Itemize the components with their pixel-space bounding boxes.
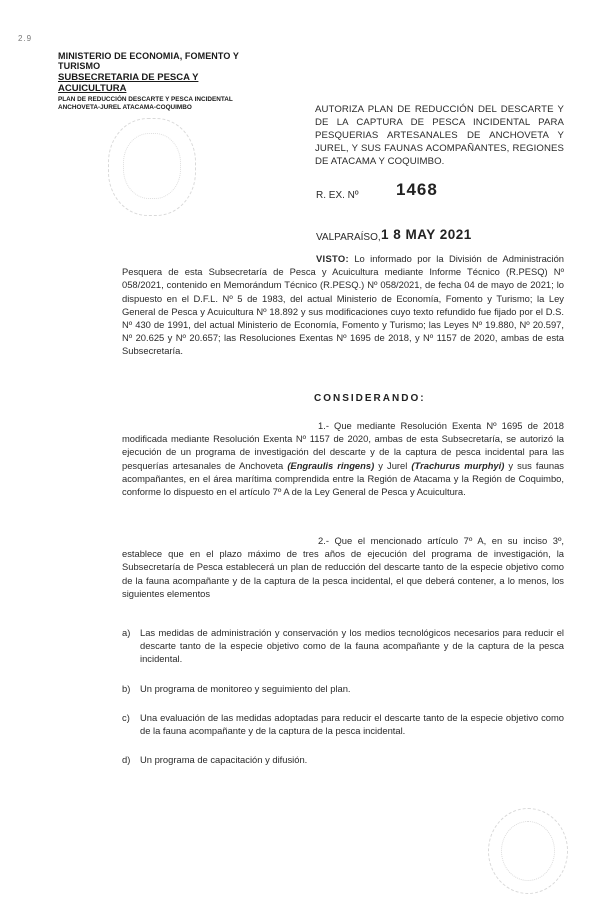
considerando-2 xyxy=(122,534,564,600)
visto-text: Lo informado por la División de Administración Pesquera de esta Subsecretaría de Pesca y Acuicultura mediante Informe Técnico (R.PESQ) Nº 058/2021, contenido en Memorándum Técnico (R.PESQ.) Nº 058/2021, de fecha 04 de mayo de 2021; lo dispuesto en el D.F.L. Nº 5 de 1983, del actual Ministerio de Economía, Fomento y Turismo; la Ley General de Pesca y Acuicultura Nº 18.892 y sus modificaciones cuyo texto refundido fue fijado por el D.S. Nº 430 de 1991, del actual Ministerio de Economía, Fomento y Turismo; las Leyes Nº 19.880, Nº 20.597, Nº 20.625 y Nº 20.657; las Resoluciones Exentas Nº 1695 de 2018, y Nº 1157 de 2020, ambas de esta Subsecretaría. xyxy=(122,253,564,357)
item-letter: d) xyxy=(122,754,131,766)
considerando-heading: CONSIDERANDO: xyxy=(314,393,426,404)
species-jurel: (Trachurus murphyi) xyxy=(411,459,505,471)
corner-mark: 2.9 xyxy=(18,34,33,43)
visto-label: VISTO: xyxy=(316,253,349,264)
item-text: Una evaluación de las medidas adoptadas para reducir el descarte tanto de la especie objetivo como de la fauna acompañante y de la captura de la pesca incidental. xyxy=(140,711,564,737)
c1-text-b: y Jurel xyxy=(374,459,412,471)
c1-text-a: 1.- Que mediante Resolución Exenta Nº 1695 de 2018 modificada mediante Resolución Exenta Nº 1157 de 2020, ambas de esta Subsecretaría, se autorizó la ejecución de un programa de investigación del descarte y de la captura de pesca incidental para las pesquerías artesanales de Anchoveta xyxy=(122,420,564,471)
considerando-1 xyxy=(122,419,564,498)
list-item xyxy=(122,711,564,737)
visto-paragraph xyxy=(122,252,564,358)
faded-seal-stamp xyxy=(108,118,196,216)
item-text: Un programa de capacitación y difusión. xyxy=(140,754,308,766)
resolution-date: 1 8 MAY 2021 xyxy=(381,227,472,242)
item-letter: c) xyxy=(122,711,130,723)
list-item xyxy=(122,753,564,766)
plan-line-1: PLAN DE REDUCCIÓN DESCARTE Y PESCA INCIDENTAL xyxy=(58,96,233,103)
resolution-number: 1468 xyxy=(396,180,438,199)
item-letter: b) xyxy=(122,682,131,694)
ministry-name: MINISTERIO DE ECONOMIA, FOMENTO Y TURISMO xyxy=(58,51,239,71)
resolution-label: R. EX. Nº xyxy=(316,190,359,201)
subsecretaria-name: SUBSECRETARIA DE PESCA Y ACUICULTURA xyxy=(58,72,199,94)
species-anchoveta: (Engraulis ringens) xyxy=(287,459,375,471)
c2-text: 2.- Que el mencionado artículo 7º A, en su inciso 3º, establece que en el plazo máximo de tres años de ejecución del programa de investigación, la Subsecretaría de Pesca establecerá un plan de reducción del descarte tanto de la especie objetivo como de la fauna acompañante y de la captura de la pesca incidental, el que deberá contener, a lo menos, los siguientes elementos xyxy=(122,535,564,599)
item-text: Las medidas de administración y conservación y los medios tecnológicos necesarios para reducir el descarte tanto de la especie objetivo como de la fauna acompañante y de la captura de la pesca incidental. xyxy=(140,627,564,665)
plan-line-2: ANCHOVETA-JUREL ATACAMA-COQUIMBO xyxy=(58,104,192,111)
place-label: VALPARAÍSO, xyxy=(316,232,381,243)
item-letter: a) xyxy=(122,627,131,638)
item-text: Un programa de monitoreo y seguimiento del plan. xyxy=(140,682,351,694)
letterhead xyxy=(58,51,268,111)
elements-list xyxy=(122,626,564,782)
faded-seal-stamp xyxy=(488,808,568,894)
c1-text-c: y sus faunas acompañantes, en el área marítima comprendida entre la Región de Atacama y la Región de Coquimbo, conforme lo dispuesto en el artículo 7º A de la Ley General de Pesca y Acuicultura. xyxy=(122,459,564,498)
resolution-summary: AUTORIZA PLAN DE REDUCCIÓN DEL DESCARTE Y DE LA CAPTURA DE PESCA INCIDENTAL PARA PESQUERIAS ARTESANALES DE ANCHOVETA Y JUREL, Y SUS FAUNAS ACOMPAÑANTES, REGIONES DE ATACAMA Y COQUIMBO. xyxy=(315,104,564,167)
list-item xyxy=(122,682,564,695)
list-item xyxy=(122,626,564,666)
